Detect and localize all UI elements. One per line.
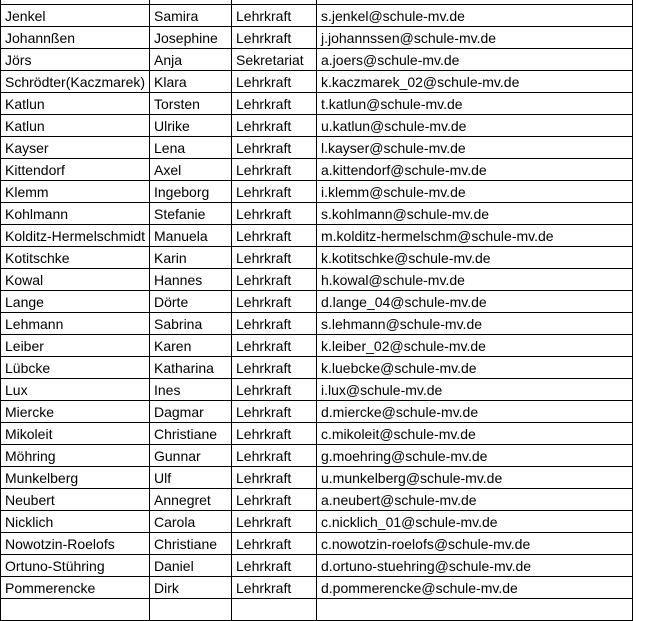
first-name-cell[interactable]: Klara	[150, 71, 232, 93]
first-name-cell[interactable]: Lena	[150, 137, 232, 159]
table-row	[1, 291, 633, 313]
first-name-cell[interactable]: Stefanie	[150, 203, 232, 225]
last-name-cell[interactable]: Lübcke	[1, 357, 150, 379]
first-name-cell[interactable]	[150, 599, 232, 621]
last-name-cell[interactable]: Schrödter(Kaczmarek)	[1, 71, 150, 93]
first-name-cell[interactable]: Ulf	[150, 467, 232, 489]
last-name-cell[interactable]: Mikoleit	[1, 423, 150, 445]
first-name-cell[interactable]: Daniel	[150, 555, 232, 577]
role-cell[interactable]: Lehrkraft	[232, 159, 317, 181]
last-name-cell[interactable]: Klemm	[1, 181, 150, 203]
table-row	[1, 577, 633, 599]
email-cell[interactable]: u.katlun@schule-mv.de	[317, 115, 633, 137]
email-cell[interactable]: c.nowotzin-roelofs@schule-mv.de	[317, 533, 633, 555]
first-name-cell[interactable]: Christiane	[150, 533, 232, 555]
first-name-cell[interactable]: Josephine	[150, 27, 232, 49]
table-row	[1, 467, 633, 489]
last-name-cell[interactable]: Kittendorf	[1, 159, 150, 181]
last-name-cell[interactable]: Leiber	[1, 335, 150, 357]
email-cell[interactable]: j.johannssen@schule-mv.de	[317, 27, 633, 49]
table-row	[1, 599, 633, 621]
table-row	[1, 115, 633, 137]
email-cell[interactable]: k.luebcke@schule-mv.de	[317, 357, 633, 379]
email-cell[interactable]: a.neubert@schule-mv.de	[317, 489, 633, 511]
last-name-cell[interactable]: Ortuno-Stühring	[1, 555, 150, 577]
first-name-cell[interactable]: Dagmar	[150, 401, 232, 423]
first-name-cell[interactable]: Hannes	[150, 269, 232, 291]
role-cell[interactable]: Sekretariat	[232, 49, 317, 71]
email-cell[interactable]: l.kayser@schule-mv.de	[317, 137, 633, 159]
last-name-cell[interactable]: Kowal	[1, 269, 150, 291]
table-row	[1, 181, 633, 203]
table-row	[1, 137, 633, 159]
table-row	[1, 423, 633, 445]
first-name-cell[interactable]: Dirk	[150, 577, 232, 599]
table-row	[1, 357, 633, 379]
role-cell[interactable]: Lehrkraft	[232, 379, 317, 401]
email-cell[interactable]: c.mikoleit@schule-mv.de	[317, 423, 633, 445]
last-name-cell[interactable]: Lehmann	[1, 313, 150, 335]
role-cell[interactable]: Lehrkraft	[232, 467, 317, 489]
role-cell[interactable]: Lehrkraft	[232, 533, 317, 555]
last-name-cell[interactable]: Pommerencke	[1, 577, 150, 599]
role-cell[interactable]: Lehrkraft	[232, 577, 317, 599]
role-cell[interactable]: Lehrkraft	[232, 115, 317, 137]
email-cell[interactable]: t.katlun@schule-mv.de	[317, 93, 633, 115]
table-row	[1, 27, 633, 49]
role-cell[interactable]: Lehrkraft	[232, 423, 317, 445]
email-cell[interactable]: i.lux@schule-mv.de	[317, 379, 633, 401]
role-cell[interactable]	[232, 599, 317, 621]
role-cell[interactable]: Lehrkraft	[232, 203, 317, 225]
email-cell[interactable]: u.munkelberg@schule-mv.de	[317, 467, 633, 489]
table-row	[1, 489, 633, 511]
first-name-cell[interactable]: Sabrina	[150, 313, 232, 335]
email-cell[interactable]: a.joers@schule-mv.de	[317, 49, 633, 71]
table-row	[1, 71, 633, 93]
table-row	[1, 555, 633, 577]
last-name-cell[interactable]: Nicklich	[1, 511, 150, 533]
table-row	[1, 247, 633, 269]
email-cell[interactable]: d.ortuno-stuehring@schule-mv.de	[317, 555, 633, 577]
role-cell[interactable]: Lehrkraft	[232, 489, 317, 511]
first-name-cell[interactable]: Karen	[150, 335, 232, 357]
role-cell[interactable]: Lehrkraft	[232, 93, 317, 115]
last-name-cell[interactable]: Katlun	[1, 115, 150, 137]
table-row	[1, 93, 633, 115]
role-cell[interactable]: Lehrkraft	[232, 269, 317, 291]
table-row	[1, 445, 633, 467]
last-name-cell[interactable]: Jenkel	[1, 5, 150, 27]
last-name-cell[interactable]: Lange	[1, 291, 150, 313]
table-row	[1, 203, 633, 225]
role-cell[interactable]: Lehrkraft	[232, 137, 317, 159]
first-name-cell[interactable]: Torsten	[150, 93, 232, 115]
email-cell[interactable]: s.kohlmann@schule-mv.de	[317, 203, 633, 225]
table-row	[1, 379, 633, 401]
role-cell[interactable]: Lehrkraft	[232, 335, 317, 357]
role-cell[interactable]: Lehrkraft	[232, 181, 317, 203]
first-name-cell[interactable]: Carola	[150, 511, 232, 533]
last-name-cell[interactable]: Munkelberg	[1, 467, 150, 489]
email-cell[interactable]: d.pommerencke@schule-mv.de	[317, 577, 633, 599]
first-name-cell[interactable]: Ulrike	[150, 115, 232, 137]
table-row	[1, 5, 633, 27]
last-name-cell[interactable]: Kohlmann	[1, 203, 150, 225]
first-name-cell[interactable]: Dörte	[150, 291, 232, 313]
first-name-cell[interactable]: Manuela	[150, 225, 232, 247]
table-row	[1, 49, 633, 71]
email-cell[interactable]	[317, 599, 633, 621]
email-cell[interactable]: k.leiber_02@schule-mv.de	[317, 335, 633, 357]
last-name-cell[interactable]: Nowotzin-Roelofs	[1, 533, 150, 555]
table-row	[1, 335, 633, 357]
role-cell[interactable]: Lehrkraft	[232, 225, 317, 247]
email-cell[interactable]: m.kolditz-hermelschm@schule-mv.de	[317, 225, 633, 247]
role-cell[interactable]: Lehrkraft	[232, 401, 317, 423]
role-cell[interactable]: Lehrkraft	[232, 291, 317, 313]
email-cell[interactable]: a.kittendorf@schule-mv.de	[317, 159, 633, 181]
first-name-cell[interactable]: Ines	[150, 379, 232, 401]
role-cell[interactable]: Lehrkraft	[232, 71, 317, 93]
last-name-cell[interactable]: Kotitschke	[1, 247, 150, 269]
last-name-cell[interactable]: Neubert	[1, 489, 150, 511]
email-cell[interactable]: g.moehring@schule-mv.de	[317, 445, 633, 467]
email-cell[interactable]: s.lehmann@schule-mv.de	[317, 313, 633, 335]
email-cell[interactable]: d.lange_04@schule-mv.de	[317, 291, 633, 313]
email-cell[interactable]: c.nicklich_01@schule-mv.de	[317, 511, 633, 533]
first-name-cell[interactable]: Anja	[150, 49, 232, 71]
email-cell[interactable]: s.jenkel@schule-mv.de	[317, 5, 633, 27]
table-row	[1, 225, 633, 247]
first-name-cell[interactable]: Samira	[150, 5, 232, 27]
role-cell[interactable]: Lehrkraft	[232, 27, 317, 49]
email-cell[interactable]: h.kowal@schule-mv.de	[317, 269, 633, 291]
last-name-cell[interactable]: Jörs	[1, 49, 150, 71]
last-name-cell[interactable]: Kolditz-Hermelschmidt	[1, 225, 150, 247]
table-row	[1, 401, 633, 423]
last-name-cell[interactable]: Lux	[1, 379, 150, 401]
email-cell[interactable]: k.kaczmarek_02@schule-mv.de	[317, 71, 633, 93]
role-cell[interactable]: Lehrkraft	[232, 445, 317, 467]
table-row	[1, 269, 633, 291]
last-name-cell[interactable]: Möhring	[1, 445, 150, 467]
email-cell[interactable]: k.kotitschke@schule-mv.de	[317, 247, 633, 269]
last-name-cell[interactable]: Miercke	[1, 401, 150, 423]
first-name-cell[interactable]: Karin	[150, 247, 232, 269]
table-row	[1, 159, 633, 181]
first-name-cell[interactable]: Annegret	[150, 489, 232, 511]
first-name-cell[interactable]: Gunnar	[150, 445, 232, 467]
first-name-cell[interactable]: Ingeborg	[150, 181, 232, 203]
role-cell[interactable]: Lehrkraft	[232, 511, 317, 533]
last-name-cell[interactable]: Kayser	[1, 137, 150, 159]
table-row	[1, 511, 633, 533]
role-cell[interactable]: Lehrkraft	[232, 313, 317, 335]
role-cell[interactable]: Lehrkraft	[232, 5, 317, 27]
role-cell[interactable]: Lehrkraft	[232, 247, 317, 269]
table-row	[1, 313, 633, 335]
role-cell[interactable]: Lehrkraft	[232, 357, 317, 379]
last-name-cell[interactable]: Katlun	[1, 93, 150, 115]
role-cell[interactable]: Lehrkraft	[232, 555, 317, 577]
first-name-cell[interactable]: Christiane	[150, 423, 232, 445]
email-cell[interactable]: d.miercke@schule-mv.de	[317, 401, 633, 423]
first-name-cell[interactable]: Axel	[150, 159, 232, 181]
last-name-cell[interactable]	[1, 599, 150, 621]
first-name-cell[interactable]: Katharina	[150, 357, 232, 379]
last-name-cell[interactable]: Johannßen	[1, 27, 150, 49]
table-row	[1, 533, 633, 555]
email-cell[interactable]: i.klemm@schule-mv.de	[317, 181, 633, 203]
